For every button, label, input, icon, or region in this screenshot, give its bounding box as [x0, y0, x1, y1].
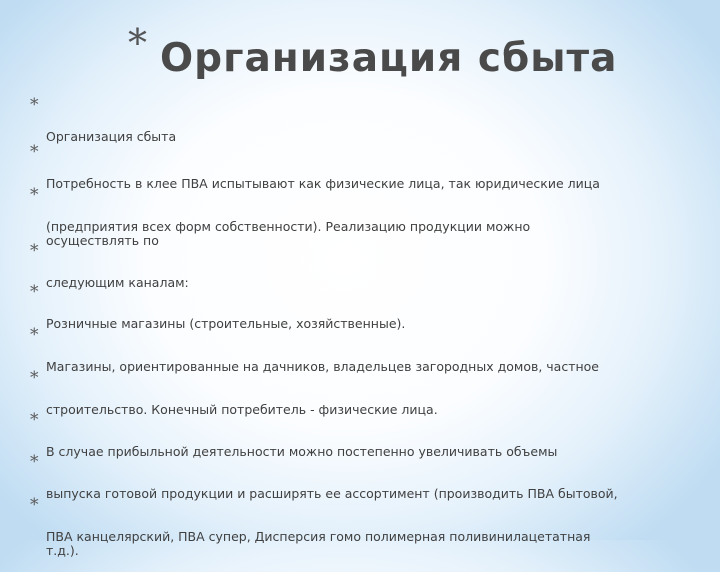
asterisk-icon: * — [30, 185, 39, 205]
asterisk-icon: * — [30, 410, 39, 430]
asterisk-icon: * — [30, 95, 39, 115]
bullet-text: Магазины, ориентированные на дачников, владельцев загородных домов, частное — [46, 359, 599, 374]
slide-title — [0, 22, 720, 86]
bullet-text: (предприятия всех форм собственности). Реализацию продукции можно осуществлять по — [46, 219, 531, 248]
bullet-text: ПВА канцелярский, ПВА супер, Дисперсия гомо полимерная поливинилацетатная т.д.). — [46, 529, 591, 558]
asterisk-icon: * — [30, 325, 39, 345]
asterisk-icon: * — [30, 495, 39, 515]
title-asterisk-icon: * — [128, 21, 147, 65]
bullet-text: выпуска готовой продукции и расширять ее ассортимент (производить ПВА бытовой, — [46, 486, 618, 501]
bullet-text: Розничные магазины (строительные, хозяйственные). — [46, 316, 406, 331]
asterisk-icon: * — [30, 452, 39, 472]
bullet-text: Организация сбыта — [46, 129, 177, 144]
asterisk-icon: * — [30, 282, 39, 302]
asterisk-icon: * — [30, 368, 39, 388]
bullet-text: следующим каналам: — [46, 275, 189, 290]
page-title: Организация сбыта — [160, 36, 618, 81]
bullet-text: В случае прибыльной деятельности можно постепенно увеличивать объемы — [46, 444, 558, 459]
list-item — [30, 495, 591, 572]
asterisk-icon: * — [30, 241, 39, 261]
asterisk-icon: * — [30, 142, 39, 162]
bullet-text: строительство. Конечный потребитель - физические лица. — [46, 402, 438, 417]
bullet-text: Потребность в клее ПВА испытывают как физические лица, так юридические лица — [46, 176, 600, 191]
